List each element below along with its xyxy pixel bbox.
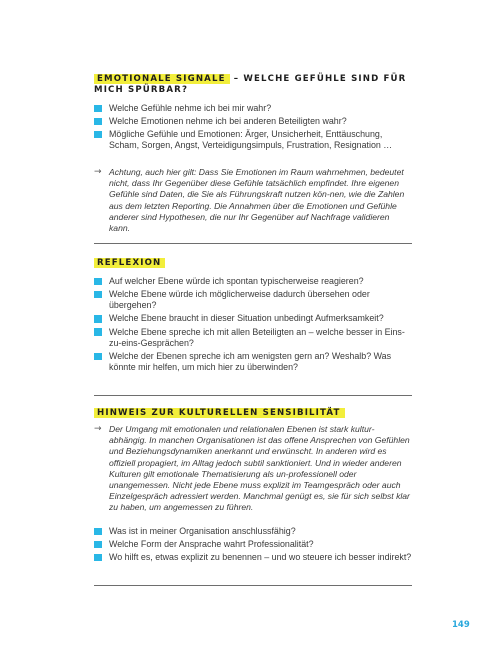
square-bullet-icon [94,291,102,299]
square-bullet-icon [94,353,102,361]
section-heading-emotional-signals [94,74,412,96]
list-item: Welche Ebene spreche ich mit allen Beteiligten an – welche besser in Eins-zu-eins-Gesprächen? [94,327,412,349]
reflection-list [94,276,412,375]
divider [94,243,412,244]
heading-highlight: REFLEXION [94,258,165,268]
list-item: Welche Emotionen nehme ich bei anderen Beteiligten wahr? [94,116,412,127]
square-bullet-icon [94,328,102,336]
list-item: Welche Form der Ansprache wahrt Professionalität? [94,539,412,550]
heading-highlight: HINWEIS ZUR KULTURELLEN SENSIBILITÄT [94,408,345,418]
square-bullet-icon [94,528,102,536]
list-item: Welche der Ebenen spreche ich am wenigsten gern an? Weshalb? Was könnte mir helfen, um mich hier zu überwinden? [94,351,412,373]
list-item: Mögliche Gefühle und Emotionen: Ärger, Unsicherheit, Enttäuschung, Scham, Sorgen, Angst, Verteidigungsimpuls, Frustration, Resignation … [94,129,412,151]
section-heading-cultural-sensitivity [94,408,412,419]
list-item: Was ist in meiner Organisation anschlussfähig? [94,526,412,537]
cultural-questions-list [94,526,412,566]
square-bullet-icon [94,541,102,549]
list-item: Welche Ebene würde ich möglicherweise dadurch übersehen oder übergehen? [94,289,412,311]
list-item: Wo hilft es, etwas explizit zu benennen – und wo steuere ich besser indirekt? [94,552,412,563]
note-text: Der Umgang mit emotionalen und relationalen Ebenen ist stark kultur-abhängig. In manchen Organisationen ist das offene Ansprechen von Gefühlen und Beziehungsdynamiken anerkannt und erwünscht. In anderen wird es offiziell propagiert, im Alltag jedoch subtil sanktioniert. Und in wieder anderen Kulturen gilt emotionale Thematisierung als un-professionell oder unangemessen. Nicht jede Ebene muss explizit im Teamgespräch oder auch Einzelgespräch adressiert werden. Manchmal genügt es, sie für sich selbst klar zu haben, um angemessen zu führen. [109,424,410,513]
note-cultural [94,424,412,514]
page-number: 149 [452,620,470,630]
square-bullet-icon [94,105,102,113]
list-item: Welche Gefühle nehme ich bei mir wahr? [94,103,412,114]
list-item: Welche Ebene braucht in dieser Situation unbedingt Aufmerksamkeit? [94,313,412,324]
square-bullet-icon [94,118,102,126]
square-bullet-icon [94,554,102,562]
square-bullet-icon [94,131,102,139]
divider [94,395,412,396]
emotional-signals-list [94,103,412,154]
square-bullet-icon [94,315,102,323]
heading-rest: – WELCHE GEFÜHLE SIND FÜR MICH SPÜRBAR? [94,74,407,95]
note-text: Achtung, auch hier gilt: Dass Sie Emotionen im Raum wahrnehmen, bedeutet nicht, dass Ihr Gegenüber diese Gefühle tatsächlich empfindet. Ihre eigenen Gefühle sind Daten, die Sie als Führungskraft nutzen kön-nen, wie die Zahlen aus dem letzten Reporting. Die Annahmen über die Emotionen und Gefühle anderer sind Hypothesen, die nur Ihr Gegenüber auf Nachfrage validieren kann. [109,167,405,234]
section-heading-reflection [94,258,412,269]
list-item: Auf welcher Ebene würde ich spontan typischerweise reagieren? [94,276,412,287]
arrow-right-icon: → [94,424,102,434]
heading-highlight: EMOTIONALE SIGNALE [94,74,230,84]
note-attention [94,167,412,234]
arrow-right-icon: → [94,167,102,177]
divider [94,585,412,586]
square-bullet-icon [94,278,102,286]
